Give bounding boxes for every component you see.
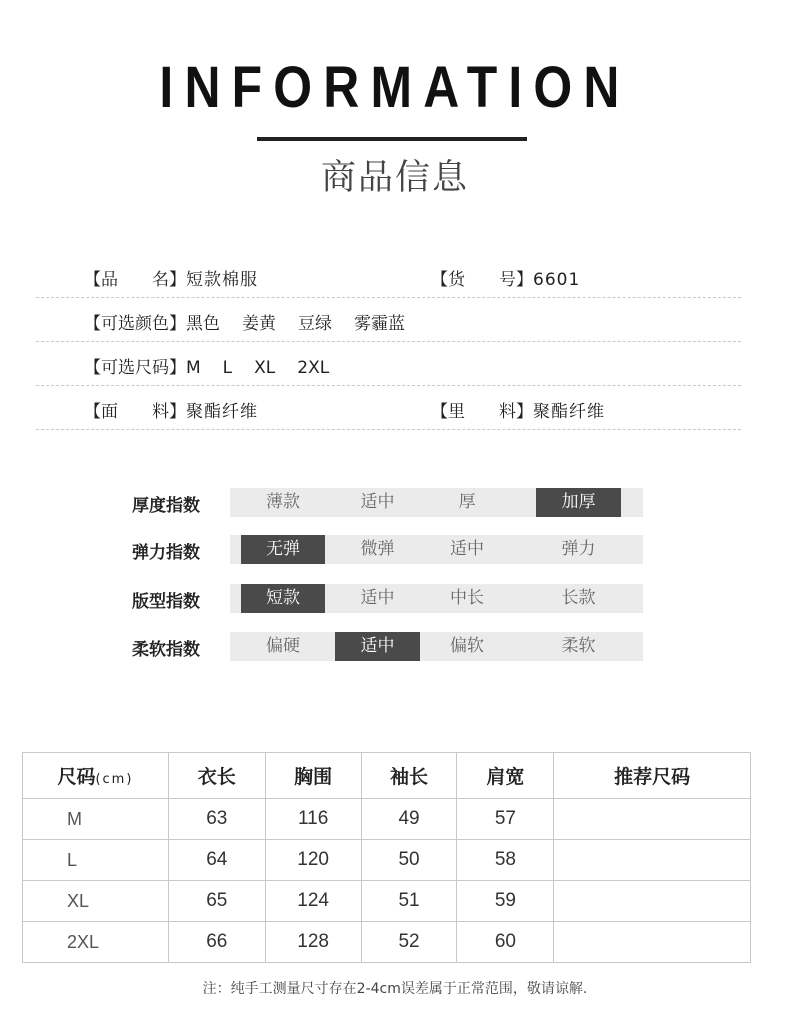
- table-cell: 59: [457, 881, 554, 922]
- info-row-sizes: [36, 342, 741, 386]
- table-cell: [554, 840, 751, 881]
- lining-value: 聚酯纤维: [533, 402, 605, 422]
- header-sleeve: 袖长: [361, 753, 457, 799]
- page-subtitle: 商品信息: [320, 158, 469, 198]
- table-cell: [554, 922, 751, 963]
- table-row: [23, 922, 751, 963]
- index-label: 弹力指数: [132, 543, 200, 563]
- size-options: [84, 353, 351, 378]
- index-option: 微弹: [360, 539, 395, 559]
- size-option: XL: [254, 358, 276, 378]
- color-option: 雾霾蓝: [354, 314, 405, 334]
- index-option: 中长: [450, 588, 484, 608]
- fabric: [84, 397, 258, 422]
- index-track: [230, 488, 643, 517]
- size-option: L: [222, 358, 233, 378]
- index-option: 偏软: [450, 636, 484, 656]
- color-option: 黑色: [186, 314, 220, 334]
- table-row: [23, 881, 751, 922]
- table-cell: 63: [168, 799, 265, 840]
- info-row-fabric: [36, 386, 741, 430]
- index-option: 厚: [458, 492, 476, 512]
- table-cell: 51: [361, 881, 457, 922]
- table-cell: 116: [265, 799, 361, 840]
- table-cell: M: [23, 799, 169, 840]
- header-size: [23, 753, 169, 799]
- table-cell: L: [23, 840, 169, 881]
- table-row: [23, 799, 751, 840]
- table-cell: 60: [457, 922, 554, 963]
- header-length: 衣长: [168, 753, 265, 799]
- index-option: 适中: [450, 539, 484, 559]
- fabric-label: 【面 料】: [84, 402, 186, 422]
- index-track: [230, 632, 643, 661]
- size-table: [22, 752, 751, 963]
- table-cell: 64: [168, 840, 265, 881]
- index-option: 适中: [360, 588, 395, 608]
- header-chest: 胸围: [265, 753, 361, 799]
- item-number: [431, 265, 580, 290]
- index-option: 适中: [360, 492, 395, 512]
- table-cell: 52: [361, 922, 457, 963]
- table-cell: 66: [168, 922, 265, 963]
- color-options: [84, 309, 427, 334]
- table-cell: 124: [265, 881, 361, 922]
- page-title: INFORMATION: [159, 55, 631, 120]
- table-cell: 50: [361, 840, 457, 881]
- table-row: [23, 840, 751, 881]
- color-option: 豆绿: [298, 314, 332, 334]
- index-option: 偏硬: [266, 636, 300, 656]
- table-cell: [554, 799, 751, 840]
- index-track: [230, 535, 643, 564]
- table-cell: 49: [361, 799, 457, 840]
- sizes-label: 【可选尺码】: [84, 358, 186, 378]
- header-size-label: 尺码: [57, 766, 96, 788]
- index-option-selected: 无弹: [241, 535, 325, 564]
- table-cell: [554, 881, 751, 922]
- table-cell: 120: [265, 840, 361, 881]
- info-row-colors: [36, 298, 741, 342]
- lining-label: 【里 料】: [431, 402, 533, 422]
- measurement-note: 注：纯手工测量尺寸存在2-4cm误差属于正常范围，敬请谅解.: [202, 981, 588, 997]
- index-track: [230, 584, 643, 613]
- index-option: 柔软: [561, 636, 596, 656]
- index-label: 柔软指数: [132, 640, 200, 660]
- index-option-selected: 短款: [241, 584, 325, 613]
- header-size-unit: (cm): [95, 772, 134, 787]
- title-divider: [257, 137, 527, 141]
- header-shoulder: 肩宽: [457, 753, 554, 799]
- table-cell: 128: [265, 922, 361, 963]
- size-option: M: [186, 358, 201, 378]
- size-table-header: [23, 753, 751, 799]
- index-option: 长款: [561, 588, 596, 608]
- table-cell: 65: [168, 881, 265, 922]
- size-option: 2XL: [297, 358, 330, 378]
- table-cell: 58: [457, 840, 554, 881]
- index-option-selected: 加厚: [536, 488, 621, 517]
- colors-label: 【可选颜色】: [84, 314, 186, 334]
- index-option-selected: 适中: [335, 632, 420, 661]
- info-row-name: [36, 254, 741, 298]
- index-label: 厚度指数: [132, 496, 200, 516]
- table-cell: XL: [23, 881, 169, 922]
- index-option: 弹力: [561, 539, 596, 559]
- header-recommended: 推荐尺码: [554, 753, 751, 799]
- table-cell: 57: [457, 799, 554, 840]
- item-number-label: 【货 号】: [431, 270, 533, 290]
- fabric-value: 聚酯纤维: [186, 402, 258, 422]
- index-option: 薄款: [266, 492, 300, 512]
- lining: [431, 397, 605, 422]
- color-option: 姜黄: [242, 314, 276, 334]
- product-name-value: 短款棉服: [186, 270, 258, 290]
- product-name-label: 【品 名】: [84, 270, 186, 290]
- product-name: [84, 265, 258, 290]
- table-cell: 2XL: [23, 922, 169, 963]
- item-number-value: 6601: [533, 270, 581, 290]
- index-label: 版型指数: [132, 592, 200, 612]
